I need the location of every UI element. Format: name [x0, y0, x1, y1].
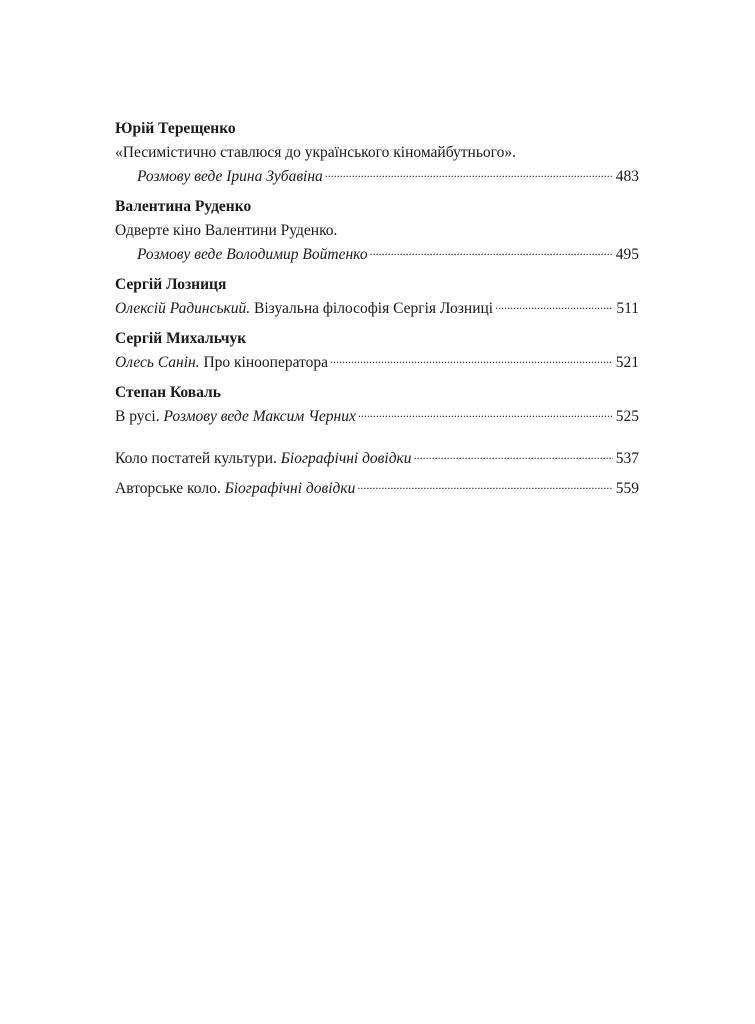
toc-entry-text-wrap — [115, 447, 412, 471]
leader-dots — [325, 166, 613, 182]
leader-dots — [370, 244, 613, 260]
leader-dots — [357, 478, 612, 494]
leader-dots — [330, 352, 613, 368]
table-of-contents — [115, 117, 639, 507]
toc-entry-text-wrap — [115, 405, 356, 429]
toc-entry[interactable] — [115, 477, 639, 501]
toc-entry[interactable] — [115, 165, 639, 189]
toc-entry-text: Коло постатей культури. — [115, 450, 281, 467]
toc-entry[interactable] — [115, 243, 639, 267]
toc-entry-italic: Розмову веде Ірина Зубавіна — [137, 168, 323, 185]
toc-entry-text: Авторське коло. — [115, 480, 225, 497]
toc-section — [115, 117, 639, 189]
toc-entry-italic: Біографічні довідки — [224, 480, 356, 497]
toc-section — [115, 195, 639, 267]
toc-page-number: 511 — [616, 300, 639, 317]
toc-entry-text-wrap — [115, 351, 328, 375]
toc-page-number: 495 — [615, 246, 639, 263]
toc-page-number: 559 — [615, 480, 639, 497]
toc-entry-text: Про кінооператора — [199, 354, 329, 371]
toc-title: Одверте кіно Валентини Руденко. — [115, 222, 338, 239]
toc-entry[interactable] — [115, 351, 639, 375]
toc-section — [115, 327, 639, 375]
toc-entry-italic: Біографічні довідки — [280, 450, 412, 467]
toc-entry-text-wrap — [115, 297, 493, 321]
toc-author: Юрій Терещенко — [115, 120, 236, 137]
toc-title: «Песимістично ставлюся до українського кіномайбутнього». — [115, 144, 517, 161]
toc-entry-italic: Розмову веде Володимир Войтенко — [137, 246, 368, 263]
toc-entry[interactable] — [115, 297, 639, 321]
toc-entry[interactable] — [115, 447, 639, 471]
toc-author: Степан Коваль — [115, 384, 221, 401]
toc-appendix — [115, 447, 639, 501]
toc-entry-text-wrap — [115, 477, 355, 501]
spacer — [115, 435, 639, 447]
toc-page-number: 525 — [615, 408, 639, 425]
toc-page-number: 483 — [615, 168, 639, 185]
leader-dots — [495, 298, 613, 314]
toc-author: Сергій Михальчук — [115, 330, 247, 347]
leader-dots — [358, 406, 613, 422]
toc-entry-italic: Розмову веде Максим Черних — [163, 408, 356, 425]
toc-section — [115, 273, 639, 321]
toc-entry-text: Візуальна філософія Сергія Лозниці — [250, 300, 494, 317]
toc-entry-italic: Олексій Радинський. — [115, 300, 251, 317]
toc-entry-italic: Олесь Санін. — [115, 354, 200, 371]
toc-section — [115, 381, 639, 429]
toc-author: Сергій Лозниця — [115, 276, 227, 293]
toc-entry-text: В русі. — [115, 408, 164, 425]
leader-dots — [414, 448, 613, 464]
toc-page-number: 521 — [615, 354, 639, 371]
toc-author: Валентина Руденко — [115, 198, 252, 215]
toc-entry[interactable] — [115, 405, 639, 429]
toc-page-number: 537 — [615, 450, 639, 467]
